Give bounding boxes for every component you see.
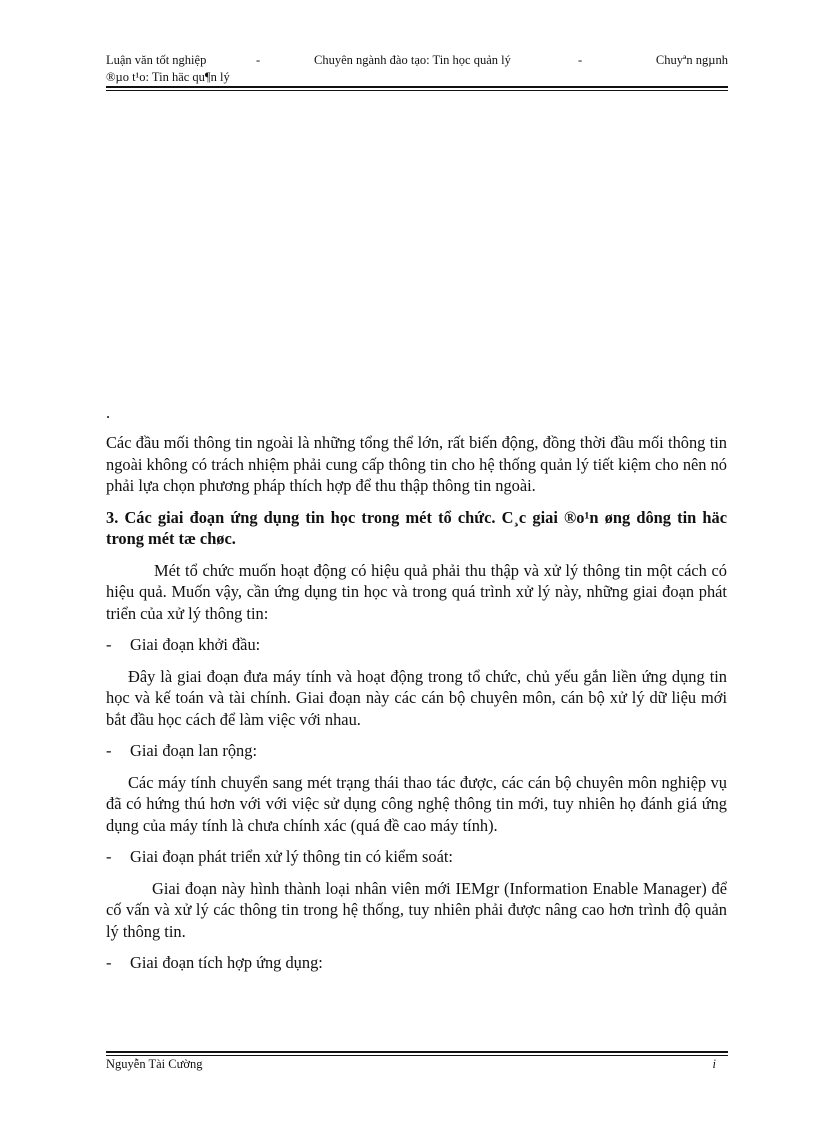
page-body — [106, 402, 727, 984]
header-left-text: Luận văn tốt nghiệp — [106, 53, 207, 67]
bullet-dash: - — [106, 847, 112, 866]
bullet-dash: - — [106, 953, 112, 972]
page-header — [106, 53, 728, 89]
bullet-dash: - — [106, 741, 112, 760]
header-rule — [106, 90, 728, 91]
list-item-label: Giai đoạn lan rộng: — [130, 741, 257, 760]
header-right-text: Chuyªn ngµnh — [655, 53, 728, 67]
paragraph-intro: Mét tổ chức muốn hoạt động có hiệu quả phải thu thập và xử lý thông tin một cách có hiệu quả. Muốn vậy, cần ứng dụng tin học và trong quá trình xử lý này, những giai đoạn phát triển của xử lý thông tin: — [106, 560, 727, 623]
header-center-text: Chuyên ngành đào tạo: Tin học quản lý — [314, 53, 511, 67]
footer-rule — [106, 1055, 728, 1056]
header-second-line: ®µo t¹o: Tin häc qu¶n lý — [106, 70, 230, 84]
paragraph-external-sources: Các đầu mối thông tin ngoài là những tổng thể lớn, rất biến động, đồng thời đầu mối thông tin ngoài không có trách nhiệm phải cung cấp thông tin cho hệ thống quản lý tiết kiệm cho nên nó phải lựa chọn phương pháp thích hợp để thu thập thông tin ngoài. — [106, 433, 727, 495]
footer-rule — [106, 1051, 728, 1053]
section-heading: 3. Các giai đoạn ứng dụng tin học trong mét tổ chức. C¸c giai ®o¹n øng dông tin häc trong mét tæ chøc. — [106, 507, 727, 548]
list-item — [106, 846, 727, 868]
bullet-dash: - — [106, 635, 112, 654]
page-number: i — [712, 1057, 716, 1071]
header-rule — [106, 86, 728, 88]
header-separator: - — [256, 53, 261, 67]
list-item — [106, 740, 727, 762]
footer-author: Nguyễn Tài Cường — [106, 1057, 203, 1071]
paragraph-stage-initial: Đây là giai đoạn đưa máy tính và hoạt động trong tổ chức, chủ yếu gắn liền ứng dụng tin học và kế toán và tài chính. Giai đoạn này các cán bộ chuyên môn, cán bộ xử lý dữ liệu mới bắt đầu học cách để làm việc với nhau. — [106, 666, 727, 729]
list-item — [106, 952, 727, 974]
stray-dot: . — [106, 403, 111, 422]
list-item — [106, 634, 727, 656]
header-separator: - — [578, 53, 583, 67]
paragraph-stage-controlled: Giai đoạn này hình thành loại nhân viên mới IEMgr (Information Enable Manager) để cố vấn và xử lý các thông tin trong hệ thống, tuy nhiên phải được nâng cao hơn trình độ quản lý thông tin. — [106, 878, 727, 941]
paragraph-stage-expansion: Các máy tính chuyển sang mét trạng thái thao tác được, các cán bộ chuyên môn nghiệp vụ đã có hứng thú hơn với với việc sử dụng công nghệ thông tin mới, tuy nhiên họ đánh giá ứng dụng của máy tính là chưa chính xác (quá đề cao máy tính). — [106, 772, 727, 835]
list-item-label: Giai đoạn tích hợp ứng dụng: — [130, 953, 323, 972]
list-item-label: Giai đoạn khởi đầu: — [130, 635, 261, 654]
list-item-label: Giai đoạn phát triển xử lý thông tin có kiểm soát: — [130, 847, 453, 866]
